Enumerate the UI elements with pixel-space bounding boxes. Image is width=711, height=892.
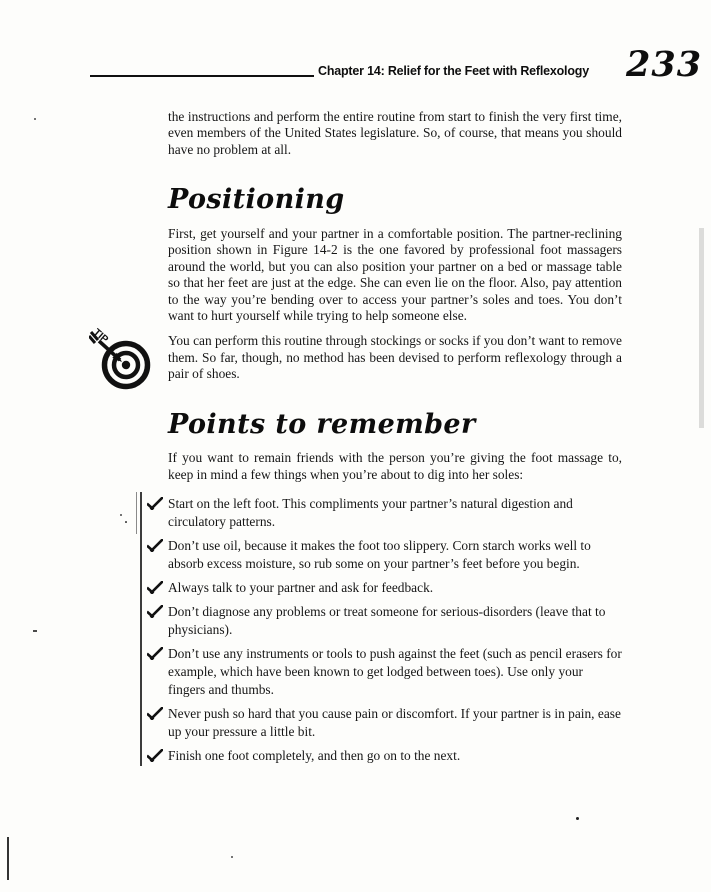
check-bullet-icon (147, 707, 163, 720)
tip-bullseye-icon (89, 325, 155, 393)
list-item (168, 495, 622, 531)
positioning-paragraph: First, get yourself and your partner in a comfortable position. The partner-reclining position shown in Figure 14-2 is the one favored by professional foot massagers around the world, but you can also position your partner on a bed or massage table so that her feet are just at the edge. She can even lie on the floor. Also, pay attention to the way you’re bending over to access your partner’s soles and toes. You don’t want to hurt yourself while trying to help someone else. (168, 225, 622, 323)
bullet-text: Start on the left foot. This compliments your partner’s natural digestion and circulatory patterns. (168, 496, 573, 530)
list-margin-rule (140, 492, 142, 766)
points-intro-paragraph: If you want to remain friends with the person you’re giving the foot massage to, keep in mind a few things when you’re about to dig into her soles: (168, 450, 622, 482)
bullet-text: Don’t use any instruments or tools to push against the feet (such as pencil erasers for example, which have been known to get lodged between toes). Use only your fingers and thumbs. (168, 646, 622, 698)
scan-artifact (120, 514, 122, 516)
intro-paragraph: the instructions and perform the entire routine from start to finish the very first time, even members of the United States legislature. So, of course, that means you should have no problem at all. (168, 109, 622, 157)
check-bullet-icon (147, 749, 163, 762)
check-bullet-icon (147, 581, 163, 594)
check-bullet-icon (147, 497, 163, 510)
check-bullet-icon (147, 605, 163, 618)
scan-artifact (231, 856, 233, 858)
section-heading-points: Points to remember (168, 408, 476, 440)
scan-artifact (34, 118, 36, 120)
bullet-text: Never push so hard that you cause pain or discomfort. If your partner is in pain, ease up your pressure a little bit. (168, 706, 621, 740)
list-item (168, 645, 622, 699)
scan-artifact (699, 228, 704, 428)
check-bullet-icon (147, 647, 163, 660)
bullet-text: Always talk to your partner and ask for feedback. (168, 580, 434, 596)
list-item (168, 747, 622, 765)
tip-section (91, 327, 622, 382)
section-heading-positioning: Positioning (168, 184, 345, 216)
list-item (168, 705, 622, 741)
list-item (168, 579, 622, 597)
page-number: 233 (626, 44, 703, 85)
points-bullet-list (168, 495, 622, 765)
scan-artifact (125, 521, 127, 523)
tip-label: TIP (91, 327, 110, 346)
text-column (91, 109, 622, 771)
check-bullet-icon (147, 539, 163, 552)
header-rule (90, 75, 314, 77)
list-item (168, 603, 622, 639)
list-item (168, 537, 622, 573)
bullet-text: Finish one foot completely, and then go on to the next. (168, 748, 461, 764)
scan-artifact (7, 837, 9, 880)
scan-artifact (33, 630, 37, 632)
list-margin-rule-secondary (136, 492, 137, 534)
scan-artifact (576, 817, 579, 820)
tip-paragraph: You can perform this routine through stockings or socks if you don’t want to remove them. So far, though, no method has been devised to perform reflexology through a pair of shoes. (168, 333, 622, 382)
bullet-text: Don’t use oil, because it makes the foot too slippery. Corn starch works well to absorb excess moisture, so rub some on your partner’s feet before you begin. (168, 538, 591, 572)
bullet-text: Don’t diagnose any problems or treat someone for serious-disorders (leave that to physicians). (168, 604, 606, 638)
chapter-title: Chapter 14: Relief for the Feet with Reflexology (318, 63, 589, 78)
